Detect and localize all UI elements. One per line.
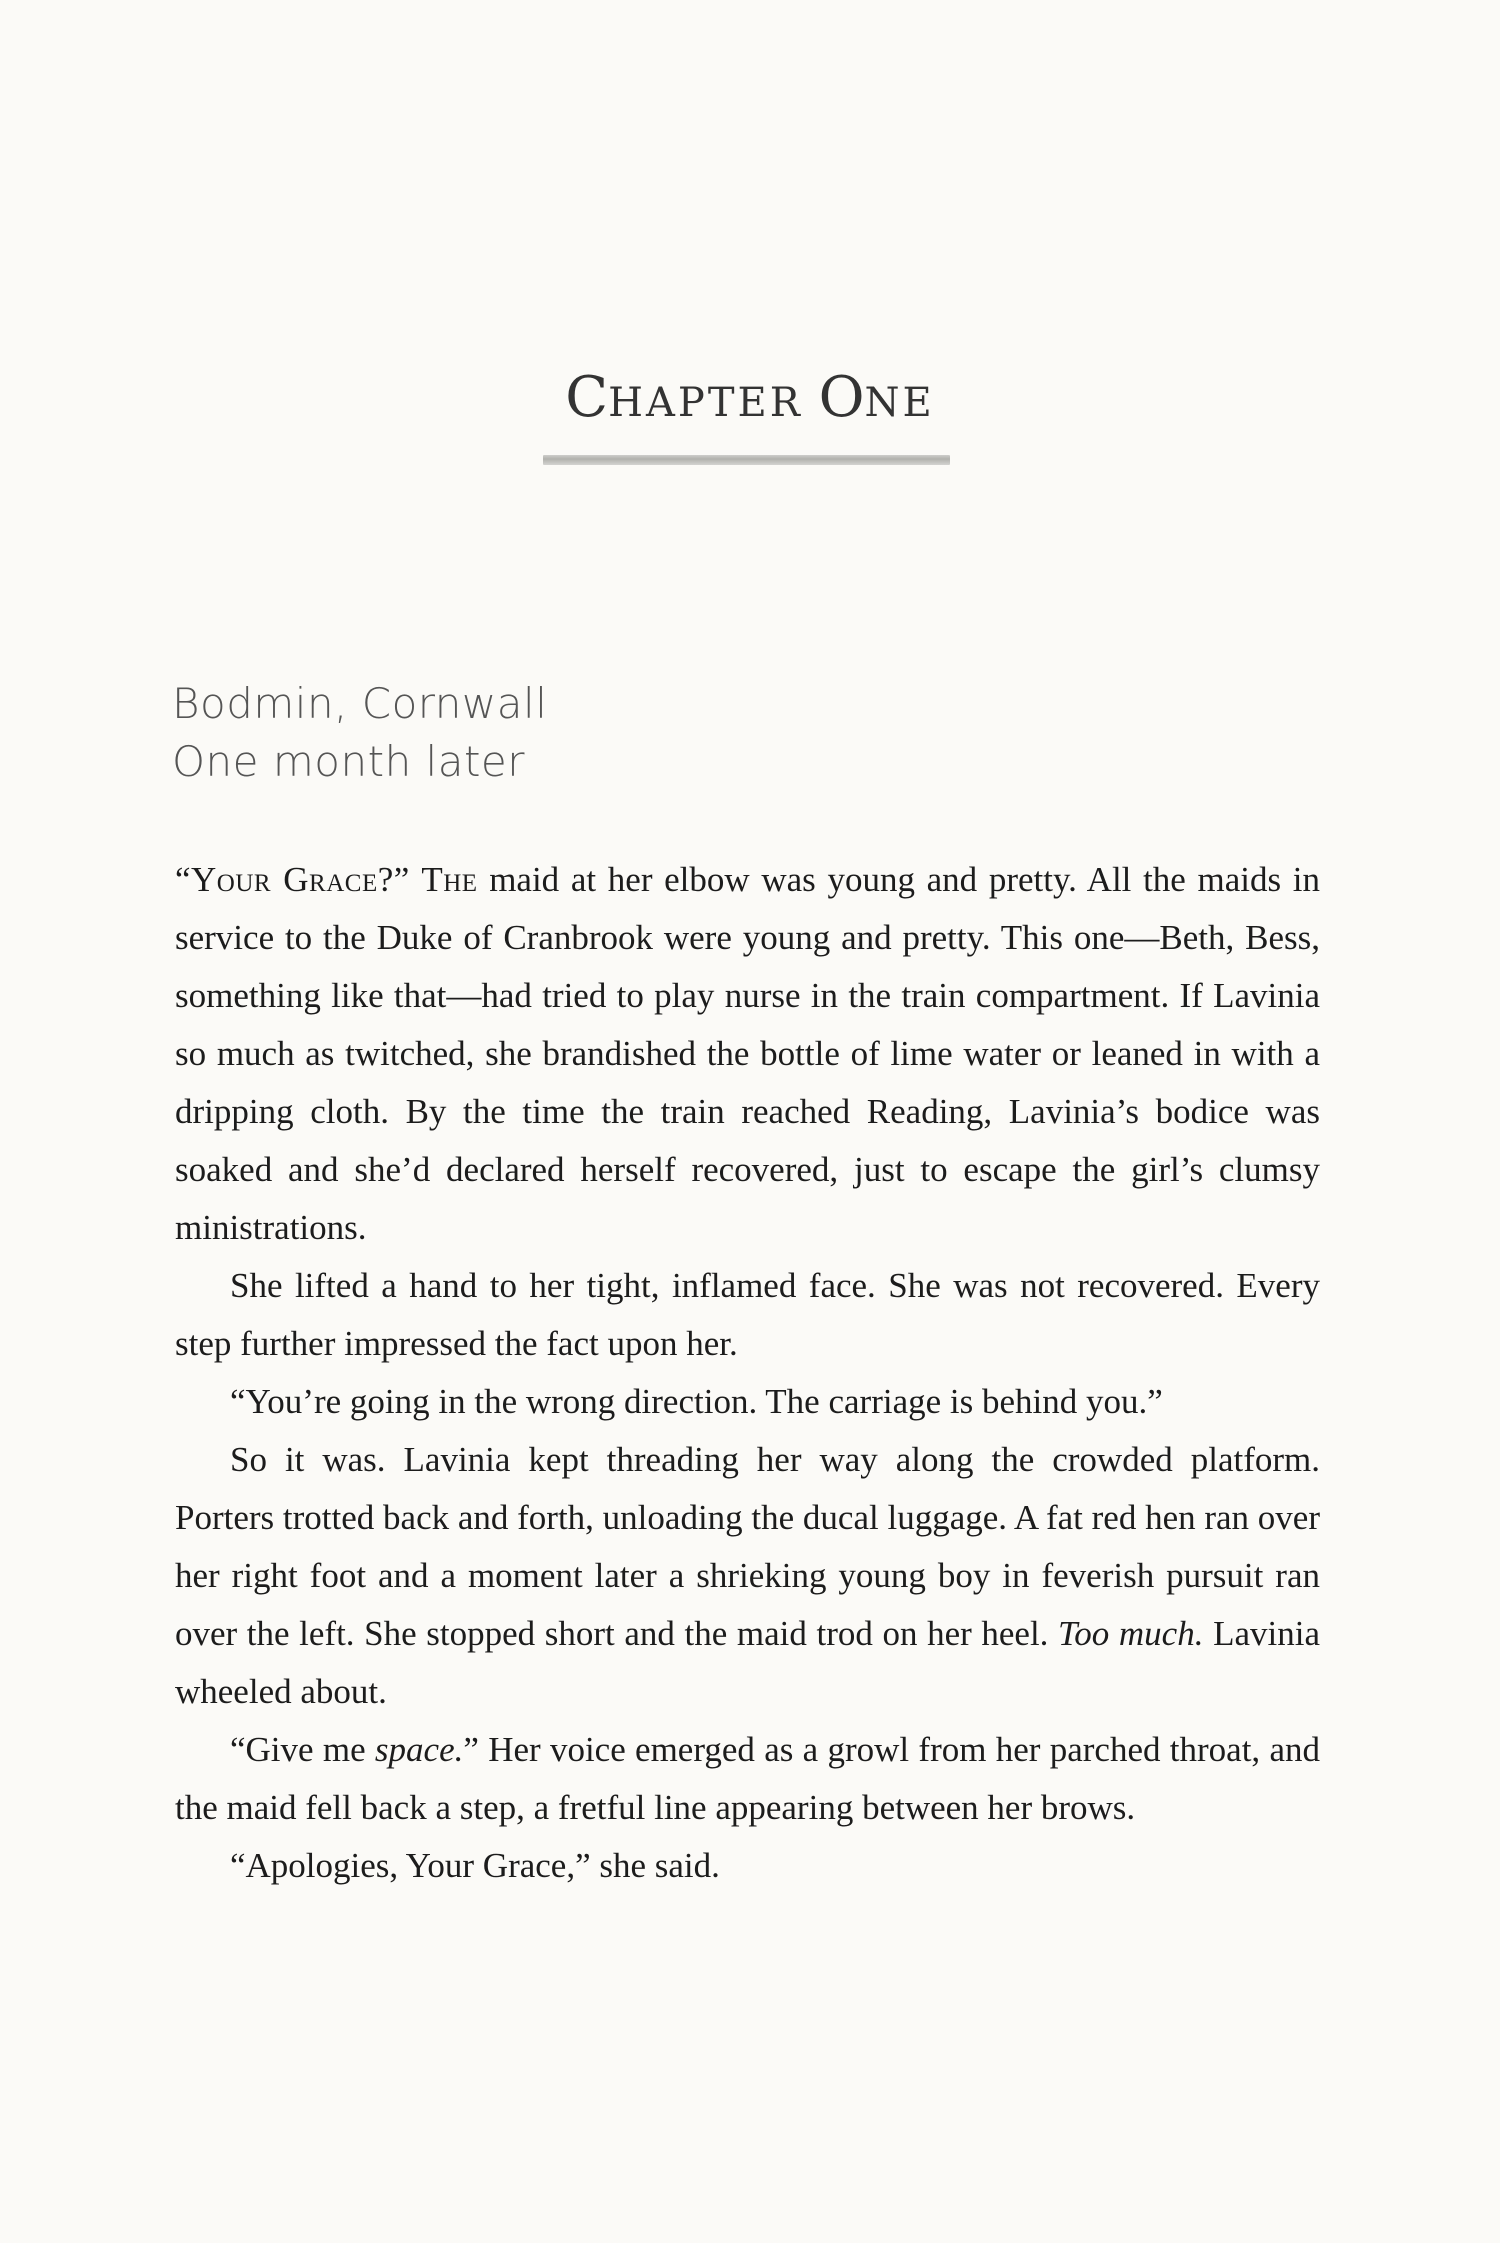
paragraph-6: “Apologies, Your Grace,” she said.: [230, 1846, 720, 1885]
paragraph-5-after: ” Her voice emerged as a growl from her parched throat, and the maid fell back a step, a fretful line appearing between her brows.: [175, 1730, 1320, 1827]
paragraph-5: [175, 1721, 1320, 1837]
body-text: [175, 851, 1320, 1895]
location-time: One month later: [172, 737, 526, 786]
paragraph-4-before: So it was. Lavinia kept threading her way along the crowded platform. Porters trotted back and forth, unloading the ducal luggage. A fat red hen ran over her right foot and a moment later a shrieking young boy in feverish pursuit ran over the left. She stopped short and the maid trod on her heel.: [175, 1440, 1320, 1653]
location-place: Bodmin, Cornwall: [172, 679, 548, 728]
paragraph-5-italic: space.: [374, 1730, 464, 1769]
location-heading: [172, 675, 547, 791]
chapter-initial-c: C: [565, 365, 609, 430]
chapter-number-rest: NE: [864, 380, 935, 426]
chapter-initial-o: O: [818, 365, 865, 430]
chapter-heading: [0, 365, 1500, 430]
paragraph-1-text: maid at her elbow was young and pretty. All the maids in service to the Duke of Cranbrook were young and pretty. This one—Beth, Bess, something like that—had tried to play nurse in the train compartment. If Lavinia so much as twitched, she brandished the bottle of lime water or leaned in with a dripping cloth. By the time the train reached Reading, Lavinia’s bodice was soaked and she’d declared herself recovered, just to escape the girl’s clumsy ministrations.: [175, 860, 1320, 1247]
paragraph-2: She lifted a hand to her tight, inflamed face. She was not recovered. Every step further impressed the fact upon her.: [175, 1266, 1320, 1363]
chapter-divider-rule: [543, 455, 950, 465]
paragraph-5-before: “Give me: [230, 1730, 375, 1769]
paragraph-4: [175, 1431, 1320, 1721]
paragraph-4-italic: Too much.: [1058, 1614, 1204, 1653]
paragraph-4-after: Lavinia wheeled about.: [175, 1614, 1320, 1711]
paragraph-3: “You’re going in the wrong direction. The carriage is behind you.”: [230, 1382, 1163, 1421]
chapter-word-rest: HAPTER: [608, 380, 803, 426]
paragraph-1-lead: “Your Grace?” The: [175, 860, 478, 899]
paragraph-1: [175, 851, 1320, 1257]
